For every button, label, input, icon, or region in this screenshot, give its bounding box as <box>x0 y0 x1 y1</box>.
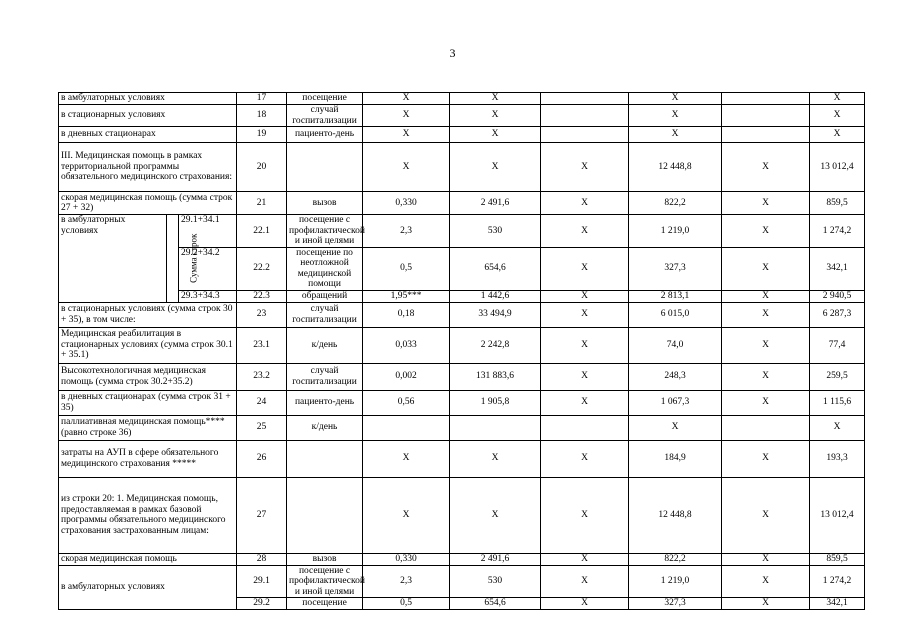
value-cell: X <box>722 440 810 477</box>
unit-cell: к/день <box>287 415 363 440</box>
unit-cell <box>287 143 363 192</box>
value-cell: 0,330 <box>363 192 450 215</box>
value-cell: 0,330 <box>363 553 450 565</box>
value-cell <box>722 415 810 440</box>
unit-cell: пациенто-день <box>287 390 363 415</box>
value-cell: X <box>722 477 810 553</box>
value-cell: 1 274,2 <box>810 215 865 248</box>
value-cell: X <box>541 302 629 327</box>
value-cell: 1 067,3 <box>629 390 722 415</box>
value-cell: X <box>541 553 629 565</box>
value-cell: 2 491,6 <box>450 192 541 215</box>
value-cell: X <box>450 143 541 192</box>
value-cell: X <box>363 127 450 143</box>
unit-cell <box>287 440 363 477</box>
value-cell: X <box>722 247 810 290</box>
value-cell: 859,5 <box>810 192 865 215</box>
value-cell: 530 <box>450 565 541 598</box>
table-row <box>59 363 865 390</box>
row-number: 26 <box>237 440 287 477</box>
table-row <box>59 553 865 565</box>
row-number: 29.1 <box>237 565 287 598</box>
value-cell: 1 219,0 <box>629 565 722 598</box>
value-cell: 248,3 <box>629 363 722 390</box>
value-cell: 12 448,8 <box>629 477 722 553</box>
value-cell: X <box>363 477 450 553</box>
value-cell: X <box>722 143 810 192</box>
value-cell: 74,0 <box>629 327 722 363</box>
value-cell: X <box>629 93 722 105</box>
value-cell: 654,6 <box>450 598 541 610</box>
page-number: 3 <box>449 46 456 60</box>
unit-cell: вызов <box>287 553 363 565</box>
value-cell: X <box>363 93 450 105</box>
value-cell: X <box>722 363 810 390</box>
value-cell: X <box>541 565 629 598</box>
value-cell: X <box>541 477 629 553</box>
value-cell <box>541 93 629 105</box>
value-cell <box>541 127 629 143</box>
row-number: 21 <box>237 192 287 215</box>
row-label: из строки 20: 1. Медицинская помощь, предоставляемая в рамках базовой программы обязательного медицинского страхования застрахованным лицам: <box>59 477 237 553</box>
value-cell: 184,9 <box>629 440 722 477</box>
unit-cell: случай госпитализации <box>287 302 363 327</box>
sum-rows-cell: 29.1+34.1 <box>179 215 237 248</box>
row-number: 22.2 <box>237 247 287 290</box>
row-number: 25 <box>237 415 287 440</box>
value-cell: 0,033 <box>363 327 450 363</box>
value-cell: 342,1 <box>810 247 865 290</box>
value-cell: X <box>629 105 722 127</box>
value-cell: X <box>450 127 541 143</box>
table-row <box>59 105 865 127</box>
value-cell: X <box>541 192 629 215</box>
value-cell: 327,3 <box>629 247 722 290</box>
value-cell: X <box>810 93 865 105</box>
table-row <box>59 327 865 363</box>
value-cell: X <box>450 93 541 105</box>
value-cell: X <box>722 390 810 415</box>
value-cell: X <box>363 105 450 127</box>
value-cell: 2,3 <box>363 215 450 248</box>
value-cell <box>722 127 810 143</box>
value-cell: 2,3 <box>363 565 450 598</box>
value-cell: X <box>541 327 629 363</box>
value-cell: X <box>541 143 629 192</box>
unit-cell: вызов <box>287 192 363 215</box>
value-cell <box>541 105 629 127</box>
value-cell: X <box>629 127 722 143</box>
table-row <box>59 290 865 302</box>
row-label: паллиативная медицинская помощь**** (равно строке 36) <box>59 415 237 440</box>
unit-cell <box>287 477 363 553</box>
row-number: 29.2 <box>237 598 287 610</box>
value-cell: 2 491,6 <box>450 553 541 565</box>
value-cell: 327,3 <box>629 598 722 610</box>
row-number: 23.1 <box>237 327 287 363</box>
table-row <box>59 302 865 327</box>
value-cell: 259,5 <box>810 363 865 390</box>
value-cell: X <box>541 390 629 415</box>
value-cell: 2 813,1 <box>629 290 722 302</box>
unit-cell: обращений <box>287 290 363 302</box>
value-cell <box>722 105 810 127</box>
value-cell: X <box>541 598 629 610</box>
value-cell <box>363 415 450 440</box>
value-cell: 0,56 <box>363 390 450 415</box>
sum-label-cell <box>167 215 199 303</box>
unit-cell: посещение по неотложной медицинской помощи <box>287 247 363 290</box>
row-label: в амбулаторных условиях <box>59 215 167 303</box>
value-cell: 13 012,4 <box>810 143 865 192</box>
unit-cell: к/день <box>287 327 363 363</box>
value-cell: X <box>810 415 865 440</box>
value-cell <box>450 415 541 440</box>
value-cell: 6 015,0 <box>629 302 722 327</box>
row-label: затраты на АУП в сфере обязательного медицинского страхования ***** <box>59 440 237 477</box>
table-row <box>59 93 865 105</box>
row-label: в амбулаторных условиях <box>59 93 237 105</box>
value-cell: 822,2 <box>629 192 722 215</box>
value-cell: X <box>722 290 810 302</box>
value-cell: 530 <box>450 215 541 248</box>
table-row <box>59 477 865 553</box>
value-cell: X <box>541 440 629 477</box>
row-label: в стационарных условиях (сумма строк 30 + 35), в том числе: <box>59 302 237 327</box>
table-row <box>59 440 865 477</box>
value-cell: X <box>722 553 810 565</box>
value-cell: 13 012,4 <box>810 477 865 553</box>
value-cell <box>722 93 810 105</box>
sum-rows-cell: 29.3+34.3 <box>179 290 237 302</box>
value-cell: 1,95*** <box>363 290 450 302</box>
unit-cell: посещение <box>287 598 363 610</box>
row-number: 27 <box>237 477 287 553</box>
row-label: в стационарных условиях <box>59 105 237 127</box>
value-cell <box>541 415 629 440</box>
table-row <box>59 415 865 440</box>
value-cell: X <box>541 363 629 390</box>
value-cell: X <box>450 477 541 553</box>
value-cell: X <box>722 565 810 598</box>
value-cell: 2 940,5 <box>810 290 865 302</box>
row-label: Высокотехнологичная медицинская помощь (сумма строк 30.2+35.2) <box>59 363 237 390</box>
value-cell: 0,002 <box>363 363 450 390</box>
unit-cell: посещение <box>287 93 363 105</box>
value-cell: 0,5 <box>363 247 450 290</box>
unit-cell: случай госпитализации <box>287 105 363 127</box>
value-cell: X <box>450 440 541 477</box>
unit-cell: случай госпитализации <box>287 363 363 390</box>
value-cell: X <box>450 105 541 127</box>
value-cell: X <box>541 247 629 290</box>
row-number: 20 <box>237 143 287 192</box>
row-label: в дневных стационарах (сумма строк 31 + 35) <box>59 390 237 415</box>
value-cell: 0,18 <box>363 302 450 327</box>
table-row <box>59 215 865 248</box>
row-label: III. Медицинская помощь в рамках территориальной программы обязательного медицинского страхования: <box>59 143 237 192</box>
value-cell: X <box>722 327 810 363</box>
row-number: 22.3 <box>237 290 287 302</box>
unit-cell: посещение с профилактической и иной целями <box>287 565 363 598</box>
sum-rows-cell: 29.2+34.2 <box>179 247 237 290</box>
value-cell: 1 905,8 <box>450 390 541 415</box>
row-number: 23 <box>237 302 287 327</box>
value-cell: X <box>363 143 450 192</box>
row-label: в амбулаторных условиях <box>59 565 237 610</box>
row-label: скорая медицинская помощь <box>59 553 237 565</box>
value-cell: 342,1 <box>810 598 865 610</box>
table-row <box>59 390 865 415</box>
value-cell: 859,5 <box>810 553 865 565</box>
value-cell: 0,5 <box>363 598 450 610</box>
row-number: 23.2 <box>237 363 287 390</box>
value-cell: X <box>810 127 865 143</box>
value-cell: 33 494,9 <box>450 302 541 327</box>
value-cell: 1 442,6 <box>450 290 541 302</box>
value-cell: 6 287,3 <box>810 302 865 327</box>
value-cell: X <box>722 302 810 327</box>
value-cell: X <box>363 440 450 477</box>
row-number: 17 <box>237 93 287 105</box>
value-cell: X <box>629 415 722 440</box>
row-number: 24 <box>237 390 287 415</box>
row-label: в дневных стационарах <box>59 127 237 143</box>
table-row <box>59 565 865 598</box>
value-cell: 1 274,2 <box>810 565 865 598</box>
row-number: 19 <box>237 127 287 143</box>
value-cell: X <box>722 598 810 610</box>
value-cell: 12 448,8 <box>629 143 722 192</box>
value-cell: 193,3 <box>810 440 865 477</box>
value-cell: 77,4 <box>810 327 865 363</box>
financing-table <box>58 92 865 610</box>
table-row <box>59 192 865 215</box>
value-cell: 2 242,8 <box>450 327 541 363</box>
value-cell: 654,6 <box>450 247 541 290</box>
sum-label: Сумма строк <box>188 233 199 283</box>
row-label: Медицинская реабилитация в стационарных условиях (сумма строк 30.1 + 35.1) <box>59 327 237 363</box>
value-cell: X <box>541 215 629 248</box>
unit-cell: посещение с профилактической и иной целями <box>287 215 363 248</box>
value-cell: 822,2 <box>629 553 722 565</box>
value-cell: 1 219,0 <box>629 215 722 248</box>
row-label: скорая медицинская помощь (сумма строк 27 + 32) <box>59 192 237 215</box>
unit-cell: пациенто-день <box>287 127 363 143</box>
row-number: 22.1 <box>237 215 287 248</box>
row-number: 28 <box>237 553 287 565</box>
value-cell: X <box>810 105 865 127</box>
value-cell: X <box>722 215 810 248</box>
table-row <box>59 127 865 143</box>
row-number: 18 <box>237 105 287 127</box>
value-cell: X <box>722 192 810 215</box>
table-row <box>59 143 865 192</box>
value-cell: 1 115,6 <box>810 390 865 415</box>
value-cell: X <box>541 290 629 302</box>
value-cell: 131 883,6 <box>450 363 541 390</box>
